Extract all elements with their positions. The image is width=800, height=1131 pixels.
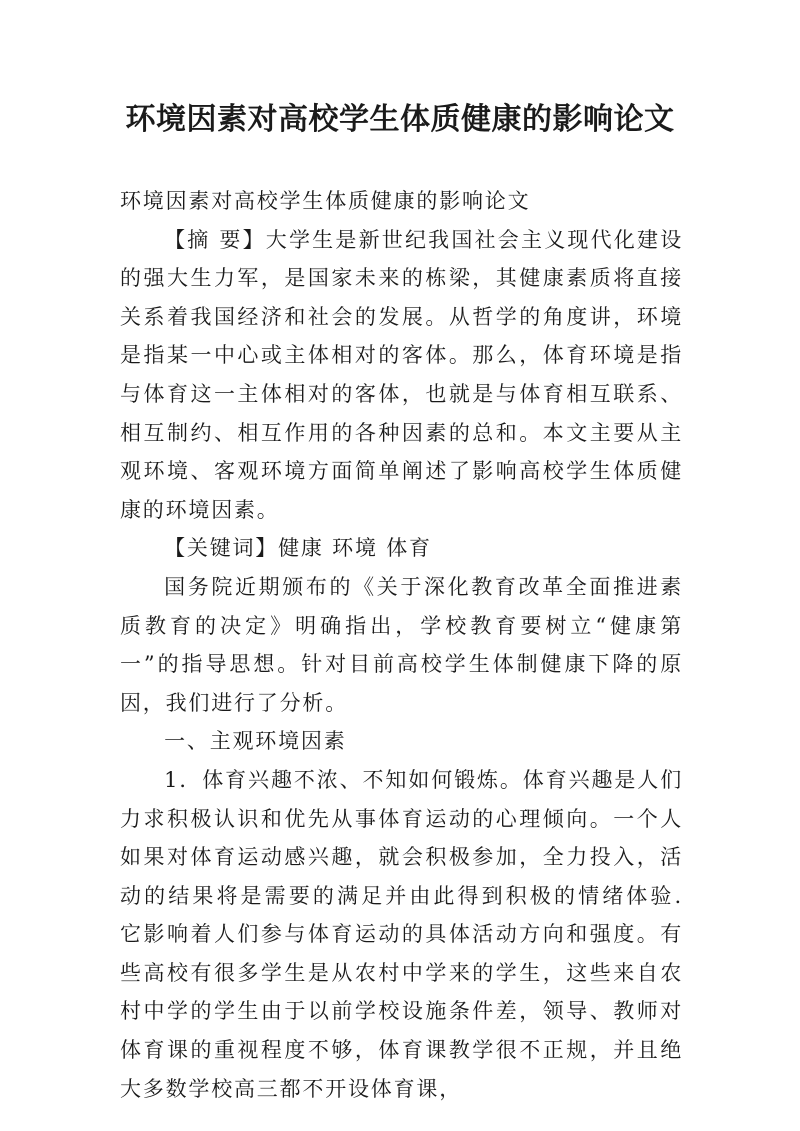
document-subtitle: 环境因素对高校学生体质健康的影响论文 [120,189,531,213]
document-body [120,182,683,1108]
section-heading-1: 一、主观环境因素 [164,729,347,754]
intro-paragraph: 国务院近期颁布的《关于深化教育改革全面推进素质教育的决定》明确指出，学校教育要树立“健康第一”的指导思想。针对目前高校学生体制健康下降的原因，我们进行了分析。 [120,574,683,715]
document-title: 环境因素对高校学生体质健康的影响论文 [125,102,675,137]
section-1-paragraph-1: 1．体育兴趣不浓、不知如何锻炼。体育兴趣是人们力求积极认识和优先从事体育运动的心理倾向。一个人如果对体育运动感兴趣，就会积极参加，全力投入，活动的结果将是需要的满足并由此得到积极的情绪体验. 它影响着人们参与体育运动的具体活动方向和强度。有些高校有很多学生是从农村中学来的学生，这些来自农村中学的学生由于以前学校设施条件差，领导、教师对体育课的重视程度不够，体育课教学很不正规，并且绝大多数学校高三都不开设体育课， [120,767,683,1101]
keywords-line: 【关键词】健康 环境 体育 [164,536,432,561]
abstract-paragraph: 【摘 要】大学生是新世纪我国社会主义现代化建设的强大生力军，是国家未来的栋梁，其健康素质将直接关系着我国经济和社会的发展。从哲学的角度讲，环境是指某一中心或主体相对的客体。那么，体育环境是指与体育这一主体相对的客体，也就是与体育相互联系、相互制约、相互作用的各种因素的总和。本文主要从主观环境、客观环境方面简单阐述了影响高校学生体质健康的环境因素。 [120,227,683,522]
